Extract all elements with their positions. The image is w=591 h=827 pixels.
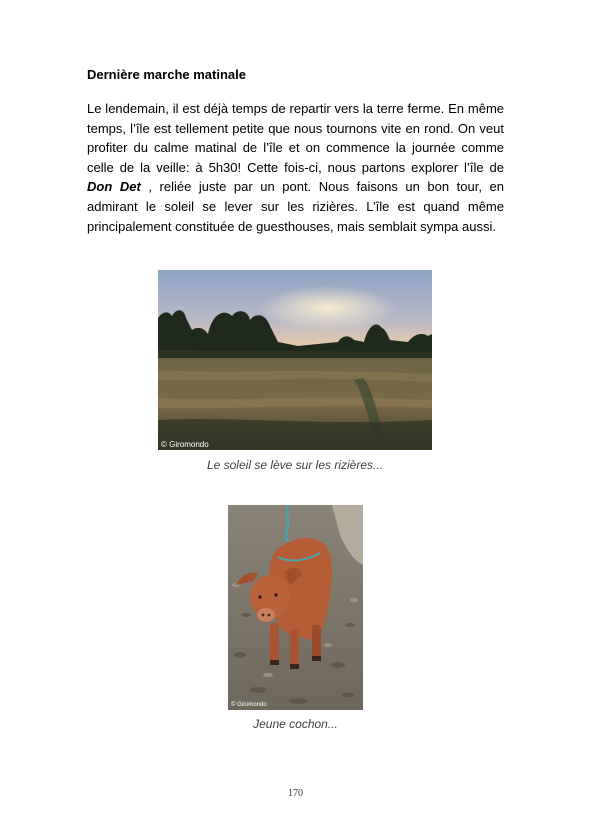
body-paragraph	[87, 99, 504, 236]
photo-credit: © Giromondo	[231, 702, 267, 708]
photo-credit: © Giromondo	[161, 440, 209, 449]
photo-caption: Le soleil se lève sur les rizières...	[206, 458, 384, 472]
paragraph-text-start: Le lendemain, il est déjà temps de repartir vers la terre ferme. En même temps, l’île est tellement petite que nous tournons vite en rond. On veut profiter du calme matinal de l’île et on commence la journée comme celle de la veille: à 5h30! Cette fois-ci, nous partons explorer l’île de	[87, 101, 504, 175]
page-number: 170	[288, 788, 303, 799]
photo-caption: Jeune cochon...	[253, 717, 338, 731]
young-pig-photo	[228, 505, 363, 710]
young-pig-image	[228, 505, 363, 710]
paragraph-text-end: , reliée juste par un pont. Nous faisons un bon tour, en admirant le soleil se lever sur les rizières. L’île est quand même principalement constituée de guesthouses, mais semblait sympa aussi.	[87, 179, 504, 234]
place-name-emphasis: Don Det	[87, 179, 141, 195]
rice-field-sunrise-photo	[158, 270, 432, 450]
section-heading: Dernière marche matinale	[87, 67, 246, 82]
rice-field-sunrise-image	[158, 270, 432, 450]
